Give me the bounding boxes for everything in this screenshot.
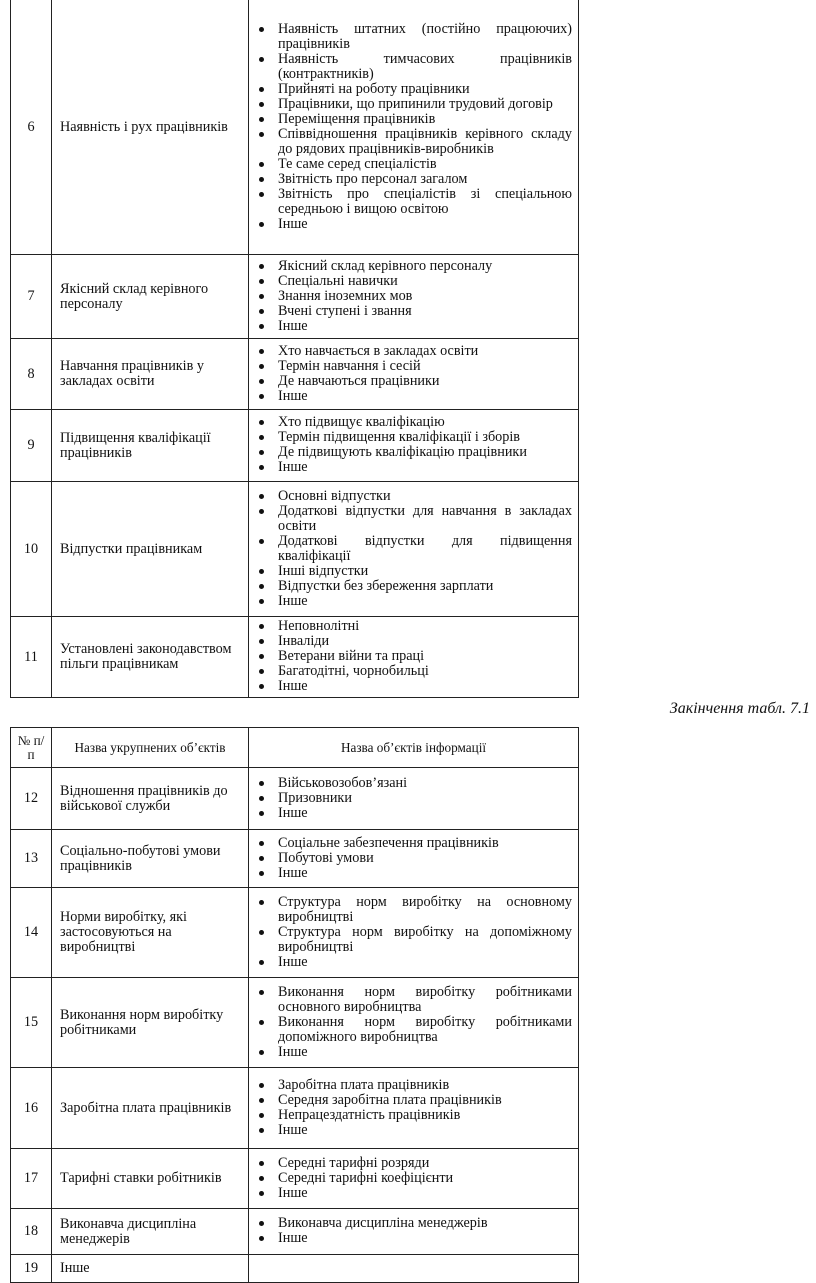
list-item: Відпустки без збереження зарплати — [257, 579, 572, 594]
table-body — [11, 0, 579, 698]
row-number: 9 — [11, 410, 52, 482]
table-row — [11, 1149, 579, 1209]
object-name: Відношення працівників до військової служби — [52, 768, 249, 830]
row-number: 19 — [11, 1255, 52, 1283]
list-item: Інше — [257, 460, 572, 475]
list-item: Неповнолітні — [257, 619, 572, 634]
info-objects-table-continuation — [10, 727, 579, 1283]
row-number: 7 — [11, 255, 52, 339]
list-item: Соціальне забезпечення працівників — [257, 836, 572, 851]
list-item: Ветерани війни та праці — [257, 649, 572, 664]
table-row — [11, 1209, 579, 1255]
list-item: Звітність про спеціалістів зі спеціальною середньою і вищою освітою — [257, 187, 572, 217]
list-item: Співвідношення працівників керівного складу до рядових працівників-виробників — [257, 127, 572, 157]
list-item: Наявність штатних (постійно працюючих) працівників — [257, 22, 572, 52]
bullet-list — [257, 776, 572, 821]
bullet-list — [257, 619, 572, 694]
list-item: Заробітна плата працівників — [257, 1078, 572, 1093]
information-objects-cell — [249, 482, 579, 617]
list-item: Інше — [257, 1186, 572, 1201]
object-name: Інше — [52, 1255, 249, 1283]
information-objects-cell — [249, 1068, 579, 1149]
information-objects-cell — [249, 888, 579, 978]
list-item: Виконання норм виробітку робітниками основного виробництва — [257, 985, 572, 1015]
list-item: Термін навчання і сесій — [257, 359, 572, 374]
list-item: Переміщення працівників — [257, 112, 572, 127]
info-objects-table-part — [10, 0, 579, 698]
list-item: Інші відпустки — [257, 564, 572, 579]
list-item: Інше — [257, 1231, 572, 1246]
list-item: Інше — [257, 217, 572, 232]
information-objects-cell — [249, 617, 579, 698]
bullet-list — [257, 1216, 572, 1246]
list-item: Знання іноземних мов — [257, 289, 572, 304]
table-header-row — [11, 728, 579, 768]
list-item: Інше — [257, 955, 572, 970]
list-item: Виконання норм виробітку робітниками допоміжного виробництва — [257, 1015, 572, 1045]
object-name: Норми виробітку, які застосовуються на виробництві — [52, 888, 249, 978]
row-number: 6 — [11, 0, 52, 255]
list-item: Хто навчається в закладах освіти — [257, 344, 572, 359]
bullet-list — [257, 836, 572, 881]
list-item: Додаткові відпустки для підвищення кваліфікації — [257, 534, 572, 564]
list-item: Вчені ступені і звання — [257, 304, 572, 319]
object-name: Виконавча дисципліна менеджерів — [52, 1209, 249, 1255]
object-name: Відпустки працівникам — [52, 482, 249, 617]
list-item: Структура норм виробітку на допоміжному виробництві — [257, 925, 572, 955]
list-item: Інше — [257, 1045, 572, 1060]
information-objects-cell — [249, 255, 579, 339]
information-objects-cell — [249, 1255, 579, 1283]
row-number: 14 — [11, 888, 52, 978]
information-objects-cell — [249, 1209, 579, 1255]
list-item: Спеціальні навички — [257, 274, 572, 289]
row-number: 15 — [11, 978, 52, 1068]
table-row — [11, 1068, 579, 1149]
list-item: Якісний склад керівного персоналу — [257, 259, 572, 274]
list-item: Непрацездатність працівників — [257, 1108, 572, 1123]
row-number: 17 — [11, 1149, 52, 1209]
information-objects-cell — [249, 410, 579, 482]
row-number: 18 — [11, 1209, 52, 1255]
header-object-name: Назва укрупнених об’єктів — [52, 728, 249, 768]
list-item: Термін підвищення кваліфікації і зборів — [257, 430, 572, 445]
list-item: Прийняті на роботу працівники — [257, 82, 572, 97]
list-item: Багатодітні, чорнобильці — [257, 664, 572, 679]
row-number: 13 — [11, 830, 52, 888]
object-name: Наявність і рух працівників — [52, 0, 249, 255]
list-item: Інше — [257, 319, 572, 334]
header-information-objects: Назва об’єктів інформації — [249, 728, 579, 768]
object-name: Навчання працівників у закладах освіти — [52, 339, 249, 410]
list-item: Середня заробітна плата працівників — [257, 1093, 572, 1108]
list-item: Те саме серед спеціалістів — [257, 157, 572, 172]
table-row — [11, 888, 579, 978]
information-objects-cell — [249, 339, 579, 410]
table-body — [11, 768, 579, 1283]
list-item: Інваліди — [257, 634, 572, 649]
bullet-list — [257, 344, 572, 404]
list-item: Інше — [257, 1123, 572, 1138]
information-objects-cell — [249, 830, 579, 888]
list-item: Середні тарифні розряди — [257, 1156, 572, 1171]
row-number: 11 — [11, 617, 52, 698]
table-row — [11, 1255, 579, 1283]
list-item: Інше — [257, 866, 572, 881]
table-row — [11, 339, 579, 410]
list-item: Де підвищують кваліфікацію працівники — [257, 445, 572, 460]
bullet-list — [257, 22, 572, 232]
row-number: 8 — [11, 339, 52, 410]
list-item: Інше — [257, 679, 572, 694]
list-item: Де навчаються працівники — [257, 374, 572, 389]
object-name: Установлені законодавством пільги працівникам — [52, 617, 249, 698]
information-objects-cell — [249, 1149, 579, 1209]
table-row — [11, 978, 579, 1068]
table-row — [11, 768, 579, 830]
table-row — [11, 830, 579, 888]
bullet-list — [257, 985, 572, 1060]
bullet-list — [257, 415, 572, 475]
table-row — [11, 617, 579, 698]
header-number: № п/п — [11, 728, 52, 768]
information-objects-cell — [249, 0, 579, 255]
table-row — [11, 255, 579, 339]
list-item: Наявність тимчасових працівників (контрактників) — [257, 52, 572, 82]
list-item: Хто підвищує кваліфікацію — [257, 415, 572, 430]
list-item: Інше — [257, 806, 572, 821]
row-number: 12 — [11, 768, 52, 830]
list-item: Інше — [257, 389, 572, 404]
list-item: Структура норм виробітку на основному виробництві — [257, 895, 572, 925]
bullet-list — [257, 1156, 572, 1201]
bullet-list — [257, 895, 572, 970]
object-name: Соціально-побутові умови працівників — [52, 830, 249, 888]
object-name: Якісний склад керівного персоналу — [52, 255, 249, 339]
row-number: 16 — [11, 1068, 52, 1149]
list-item: Інше — [257, 594, 572, 609]
bullet-list — [257, 259, 572, 334]
row-number: 10 — [11, 482, 52, 617]
list-item: Призовники — [257, 791, 572, 806]
list-item: Побутові умови — [257, 851, 572, 866]
information-objects-cell — [249, 768, 579, 830]
object-name: Виконання норм виробітку робітниками — [52, 978, 249, 1068]
bullet-list — [257, 489, 572, 609]
list-item: Військовозобов’язані — [257, 776, 572, 791]
list-item: Працівники, що припинили трудовий договір — [257, 97, 572, 112]
table-row — [11, 482, 579, 617]
table-row — [11, 410, 579, 482]
table-continuation-label: Закінчення табл. 7.1 — [669, 700, 810, 717]
list-item: Виконавча дисципліна менеджерів — [257, 1216, 572, 1231]
bullet-list — [257, 1078, 572, 1138]
object-name: Заробітна плата працівників — [52, 1068, 249, 1149]
list-item: Звітність про персонал загалом — [257, 172, 572, 187]
list-item: Основні відпустки — [257, 489, 572, 504]
information-objects-cell — [249, 978, 579, 1068]
table-row — [11, 0, 579, 255]
object-name: Тарифні ставки робітників — [52, 1149, 249, 1209]
list-item: Додаткові відпустки для навчання в закладах освіти — [257, 504, 572, 534]
list-item: Середні тарифні коефіцієнти — [257, 1171, 572, 1186]
object-name: Підвищення кваліфікації працівників — [52, 410, 249, 482]
